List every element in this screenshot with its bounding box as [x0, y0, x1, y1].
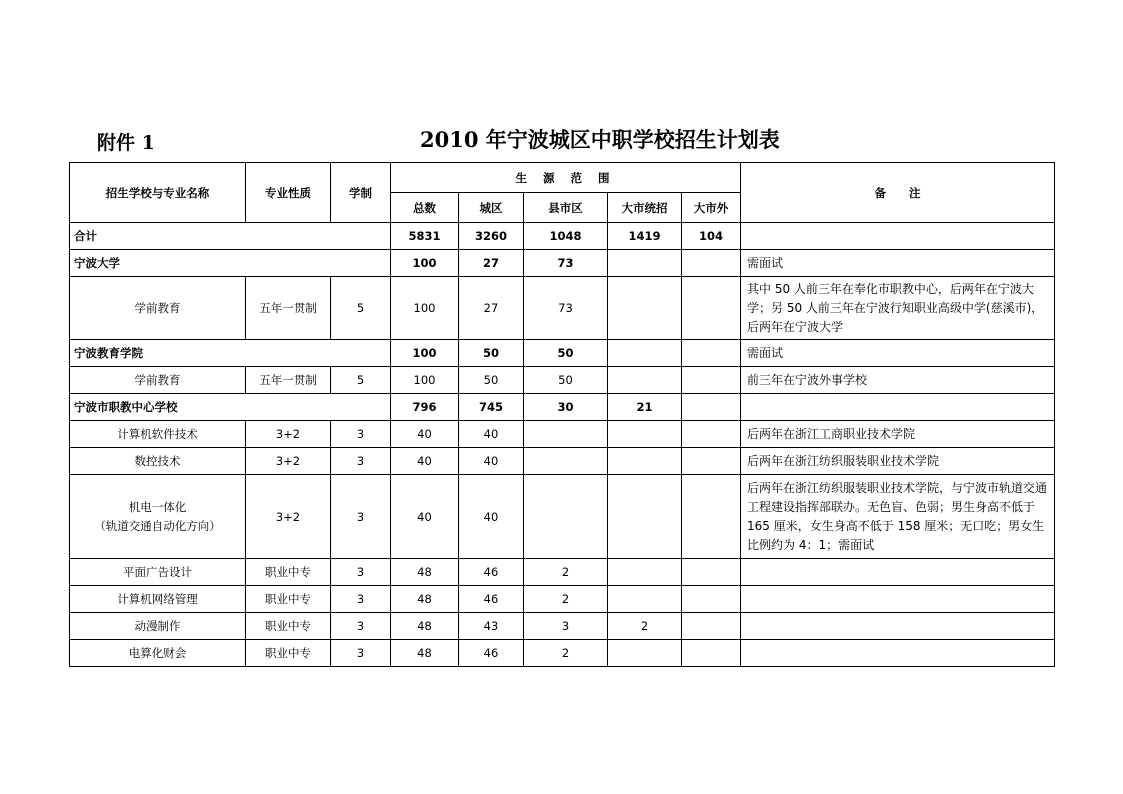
cell-outside — [682, 640, 741, 667]
cell-remark: 其中 50 人前三年在奉化市职教中心，后两年在宁波大学；另 50 人前三年在宁波行知职业高级中学(慈溪市)，后两年在宁波大学 — [741, 277, 1055, 340]
cell-county — [524, 475, 608, 559]
cell-total: 40 — [391, 421, 459, 448]
cell-total: 100 — [391, 277, 459, 340]
major-row — [70, 475, 1055, 559]
cell-city: 27 — [459, 250, 524, 277]
cell-outside — [682, 277, 741, 340]
totals-total: 5831 — [391, 223, 459, 250]
cell-unified: 21 — [608, 394, 682, 421]
header-city: 城区 — [459, 193, 524, 223]
cell-unified — [608, 250, 682, 277]
major-row — [70, 421, 1055, 448]
cell-unified — [608, 586, 682, 613]
cell-unified: 2 — [608, 613, 682, 640]
cell-outside — [682, 475, 741, 559]
header-source-range: 生 源 范 围 — [391, 163, 741, 193]
major-row — [70, 448, 1055, 475]
school-row — [70, 250, 1055, 277]
cell-unified — [608, 448, 682, 475]
cell-total: 796 — [391, 394, 459, 421]
header-school-major: 招生学校与专业名称 — [70, 163, 246, 223]
major-name: 动漫制作 — [70, 613, 246, 640]
cell-city: 27 — [459, 277, 524, 340]
cell-unified — [608, 559, 682, 586]
school-row — [70, 394, 1055, 421]
cell-nature: 职业中专 — [246, 613, 331, 640]
cell-city: 745 — [459, 394, 524, 421]
cell-remark: 需面试 — [741, 250, 1055, 277]
header-remarks: 备 注 — [741, 163, 1055, 223]
cell-duration: 3 — [331, 421, 391, 448]
cell-unified — [608, 277, 682, 340]
cell-county — [524, 421, 608, 448]
cell-unified — [608, 340, 682, 367]
major-name — [70, 475, 246, 559]
totals-county: 1048 — [524, 223, 608, 250]
cell-total: 48 — [391, 559, 459, 586]
cell-duration: 3 — [331, 613, 391, 640]
cell-nature: 3+2 — [246, 475, 331, 559]
cell-county: 3 — [524, 613, 608, 640]
cell-remark: 后两年在浙江工商职业技术学院 — [741, 421, 1055, 448]
header-duration: 学制 — [331, 163, 391, 223]
major-name: 数控技术 — [70, 448, 246, 475]
cell-total: 48 — [391, 586, 459, 613]
cell-city: 40 — [459, 421, 524, 448]
major-name: 平面广告设计 — [70, 559, 246, 586]
header-unified: 大市统招 — [608, 193, 682, 223]
cell-city: 46 — [459, 559, 524, 586]
header-nature: 专业性质 — [246, 163, 331, 223]
header-outside: 大市外 — [682, 193, 741, 223]
cell-county: 73 — [524, 250, 608, 277]
cell-county: 50 — [524, 367, 608, 394]
major-row — [70, 586, 1055, 613]
cell-duration: 5 — [331, 277, 391, 340]
major-row — [70, 613, 1055, 640]
cell-remark: 需面试 — [741, 340, 1055, 367]
cell-outside — [682, 421, 741, 448]
cell-duration: 3 — [331, 586, 391, 613]
header-total: 总数 — [391, 193, 459, 223]
cell-outside — [682, 613, 741, 640]
major-row — [70, 367, 1055, 394]
cell-duration: 3 — [331, 475, 391, 559]
cell-city: 40 — [459, 475, 524, 559]
cell-duration: 3 — [331, 448, 391, 475]
enrollment-plan-table — [69, 162, 1055, 667]
major-name-line2: （轨道交通自动化方向） — [94, 518, 221, 533]
cell-city: 50 — [459, 340, 524, 367]
cell-outside — [682, 250, 741, 277]
cell-county: 2 — [524, 559, 608, 586]
cell-total: 40 — [391, 448, 459, 475]
cell-total: 100 — [391, 340, 459, 367]
header-row-top — [70, 163, 1055, 193]
major-name: 学前教育 — [70, 367, 246, 394]
major-name-line1: 机电一体化 — [128, 499, 187, 514]
school-name: 宁波教育学院 — [70, 340, 391, 367]
cell-remark: 后两年在浙江纺织服装职业技术学院，与宁波市轨道交通工程建设指挥部联办。无色盲、色弱；男生身高不低于 165 厘米，女生身高不低于 158 厘米；无口吃；男女生比例约为 4：1；需面试 — [741, 475, 1055, 559]
cell-county: 50 — [524, 340, 608, 367]
cell-nature: 职业中专 — [246, 559, 331, 586]
cell-duration: 3 — [331, 559, 391, 586]
cell-unified — [608, 475, 682, 559]
cell-remark: 前三年在宁波外事学校 — [741, 367, 1055, 394]
school-name: 宁波大学 — [70, 250, 391, 277]
cell-total: 48 — [391, 640, 459, 667]
totals-label: 合计 — [70, 223, 391, 250]
header-county: 县市区 — [524, 193, 608, 223]
major-row — [70, 559, 1055, 586]
major-row — [70, 640, 1055, 667]
cell-duration: 5 — [331, 367, 391, 394]
cell-county: 2 — [524, 586, 608, 613]
major-row — [70, 277, 1055, 340]
major-name: 计算机网络管理 — [70, 586, 246, 613]
cell-unified — [608, 367, 682, 394]
attachment-label: 附件 1 — [97, 132, 155, 154]
cell-total: 40 — [391, 475, 459, 559]
cell-outside — [682, 586, 741, 613]
totals-remark — [741, 223, 1055, 250]
cell-outside — [682, 340, 741, 367]
totals-outside: 104 — [682, 223, 741, 250]
totals-row — [70, 223, 1055, 250]
cell-remark: 后两年在浙江纺织服装职业技术学院 — [741, 448, 1055, 475]
totals-city: 3260 — [459, 223, 524, 250]
major-name: 电算化财会 — [70, 640, 246, 667]
cell-city: 43 — [459, 613, 524, 640]
cell-city: 46 — [459, 640, 524, 667]
major-name: 计算机软件技术 — [70, 421, 246, 448]
cell-city: 40 — [459, 448, 524, 475]
cell-outside — [682, 394, 741, 421]
cell-nature: 职业中专 — [246, 586, 331, 613]
cell-outside — [682, 448, 741, 475]
cell-unified — [608, 421, 682, 448]
cell-nature: 3+2 — [246, 421, 331, 448]
cell-remark — [741, 640, 1055, 667]
cell-nature: 五年一贯制 — [246, 367, 331, 394]
cell-county: 2 — [524, 640, 608, 667]
major-name: 学前教育 — [70, 277, 246, 340]
cell-remark — [741, 394, 1055, 421]
cell-duration: 3 — [331, 640, 391, 667]
cell-county — [524, 448, 608, 475]
cell-city: 50 — [459, 367, 524, 394]
cell-nature: 3+2 — [246, 448, 331, 475]
document-title: 2010 年宁波城区中职学校招生计划表 — [420, 127, 780, 152]
cell-city: 46 — [459, 586, 524, 613]
cell-unified — [608, 640, 682, 667]
school-name: 宁波市职教中心学校 — [70, 394, 391, 421]
cell-remark — [741, 586, 1055, 613]
cell-remark — [741, 613, 1055, 640]
cell-remark — [741, 559, 1055, 586]
cell-total: 100 — [391, 250, 459, 277]
cell-county: 73 — [524, 277, 608, 340]
cell-outside — [682, 559, 741, 586]
school-row — [70, 340, 1055, 367]
cell-nature: 职业中专 — [246, 640, 331, 667]
cell-outside — [682, 367, 741, 394]
cell-nature: 五年一贯制 — [246, 277, 331, 340]
totals-unified: 1419 — [608, 223, 682, 250]
cell-total: 48 — [391, 613, 459, 640]
cell-county: 30 — [524, 394, 608, 421]
cell-total: 100 — [391, 367, 459, 394]
